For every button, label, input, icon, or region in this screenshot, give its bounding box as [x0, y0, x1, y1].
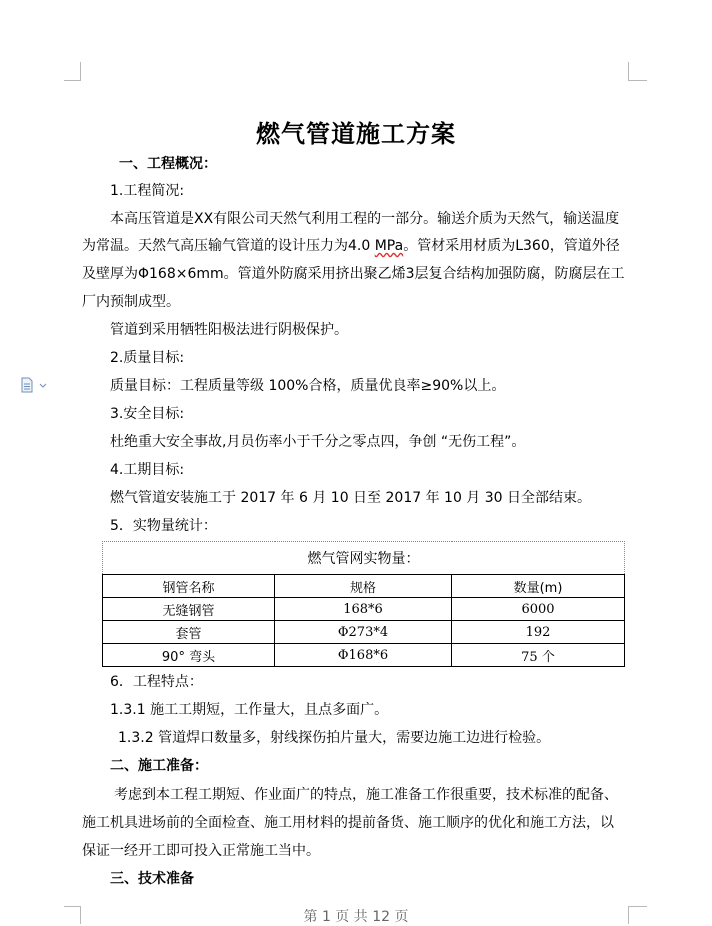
- table-cell: 168*6: [275, 598, 452, 621]
- table-caption: 燃气管网实物量：: [103, 542, 625, 575]
- table-row: [103, 644, 625, 667]
- subsection-heading-1-6: 6．工程特点：: [110, 674, 203, 690]
- table-row: [103, 598, 625, 621]
- paragraph-line: 为常温。天然气高压输气管道的设计压力为4.0 MPa。管材采用材质为L360，管道外径: [82, 238, 620, 254]
- table-cell: 6000: [452, 598, 625, 621]
- paragraph-line: 质量目标：工程质量等级 100%合格，质量优良率≥90%以上。: [110, 378, 506, 394]
- paragraph-line: 1.3.2 管道焊口数量多，射线探伤拍片量大，需要边施工边进行检验。: [118, 730, 551, 746]
- section-heading-1: 一、工程概况：: [119, 156, 217, 172]
- subsection-heading-1-2: 2.质量目标:: [110, 350, 185, 366]
- table-cell: Φ273*4: [275, 621, 452, 644]
- crop-mark-top-left: [64, 62, 81, 81]
- table-cell: 90° 弯头: [103, 644, 275, 667]
- section-heading-3: 三、技术准备: [110, 871, 194, 887]
- table-cell: Φ168*6: [275, 644, 452, 667]
- table-cell: 192: [452, 621, 625, 644]
- subsection-heading-1-5: 5．实物量统计：: [110, 518, 217, 534]
- table-cell: 套管: [103, 621, 275, 644]
- crop-mark-top-right: [628, 62, 647, 81]
- paragraph-line: 杜绝重大安全事故,月员伤率小于千分之零点四，争创 “无伤工程”。: [110, 434, 526, 450]
- table-header-cell: 数量(m): [452, 575, 625, 598]
- paragraph-line: 燃气管道安装施工于 2017 年 6 月 10 日至 2017 年 10 月 30 日全部结束。: [110, 490, 592, 506]
- paragraph-line: 及壁厚为Φ168×6mm。管道外防腐采用挤出聚乙烯3层复合结构加强防腐，防腐层在工: [82, 266, 625, 282]
- spellcheck-word: MPa: [374, 238, 404, 254]
- page-number-footer: 第 1 页 共 12 页: [303, 909, 409, 925]
- paragraph-line: 保证一经开工即可投入正常施工当中。: [82, 843, 320, 859]
- paragraph-line: 厂内预制成型。: [82, 294, 180, 310]
- subsection-heading-1-3: 3.安全目标:: [110, 406, 185, 422]
- document-icon[interactable]: [19, 377, 49, 393]
- document-title: 燃气管道施工方案: [256, 119, 456, 148]
- paragraph-line: 本高压管道是XX有限公司天然气利用工程的一部分。输送介质为天然气，输送温度: [110, 211, 620, 227]
- table-cell: 无缝钢管: [103, 598, 275, 621]
- table-cell: 75 个: [452, 644, 625, 667]
- table-header-cell: 规格: [275, 575, 452, 598]
- paragraph-line: 1.3.1 施工工期短，工作量大，且点多面广。: [110, 702, 389, 718]
- table-header-cell: 钢管名称: [103, 575, 275, 598]
- section-heading-2: 二、施工准备：: [110, 758, 208, 774]
- table-header-row: [103, 575, 625, 598]
- paragraph-line: 考虑到本工程工期短、作业面广的特点，施工准备工作很重要，技术标准的配备、: [114, 787, 618, 803]
- subsection-heading-1-1: 1.工程简况:: [110, 183, 185, 199]
- quantity-table: [102, 541, 625, 667]
- paragraph-line: 施工机具进场前的全面检查、施工用材料的提前备货、施工顺序的优化和施工方法，以: [82, 815, 614, 831]
- table-row: [103, 621, 625, 644]
- subsection-heading-1-4: 4.工期目标:: [110, 462, 185, 478]
- paragraph-line: 管道到采用牺牲阳极法进行阴极保护。: [110, 322, 348, 338]
